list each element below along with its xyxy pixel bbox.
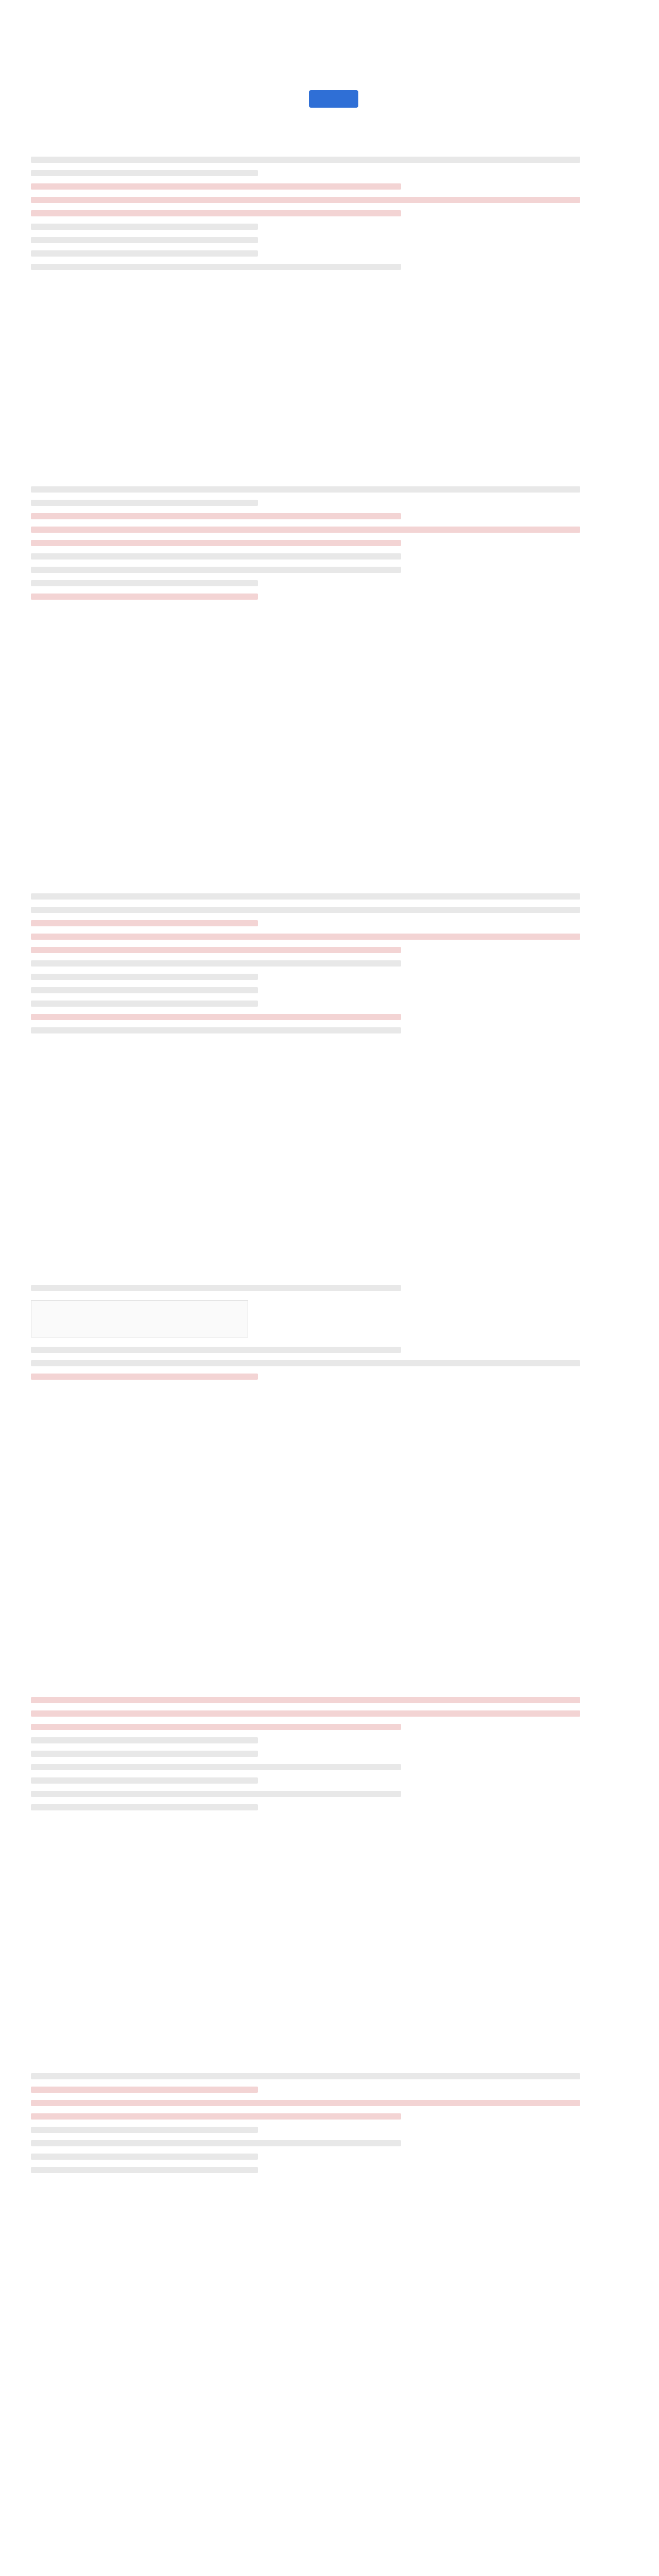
question-3 <box>31 886 628 1041</box>
question-2 <box>31 479 628 607</box>
question-5 <box>31 2066 628 2180</box>
number-line-figure <box>31 1300 248 1337</box>
title-badge <box>309 90 358 108</box>
question-4-analysis <box>31 1690 628 1818</box>
question-4 <box>31 1278 628 1387</box>
question-1 <box>31 149 628 277</box>
